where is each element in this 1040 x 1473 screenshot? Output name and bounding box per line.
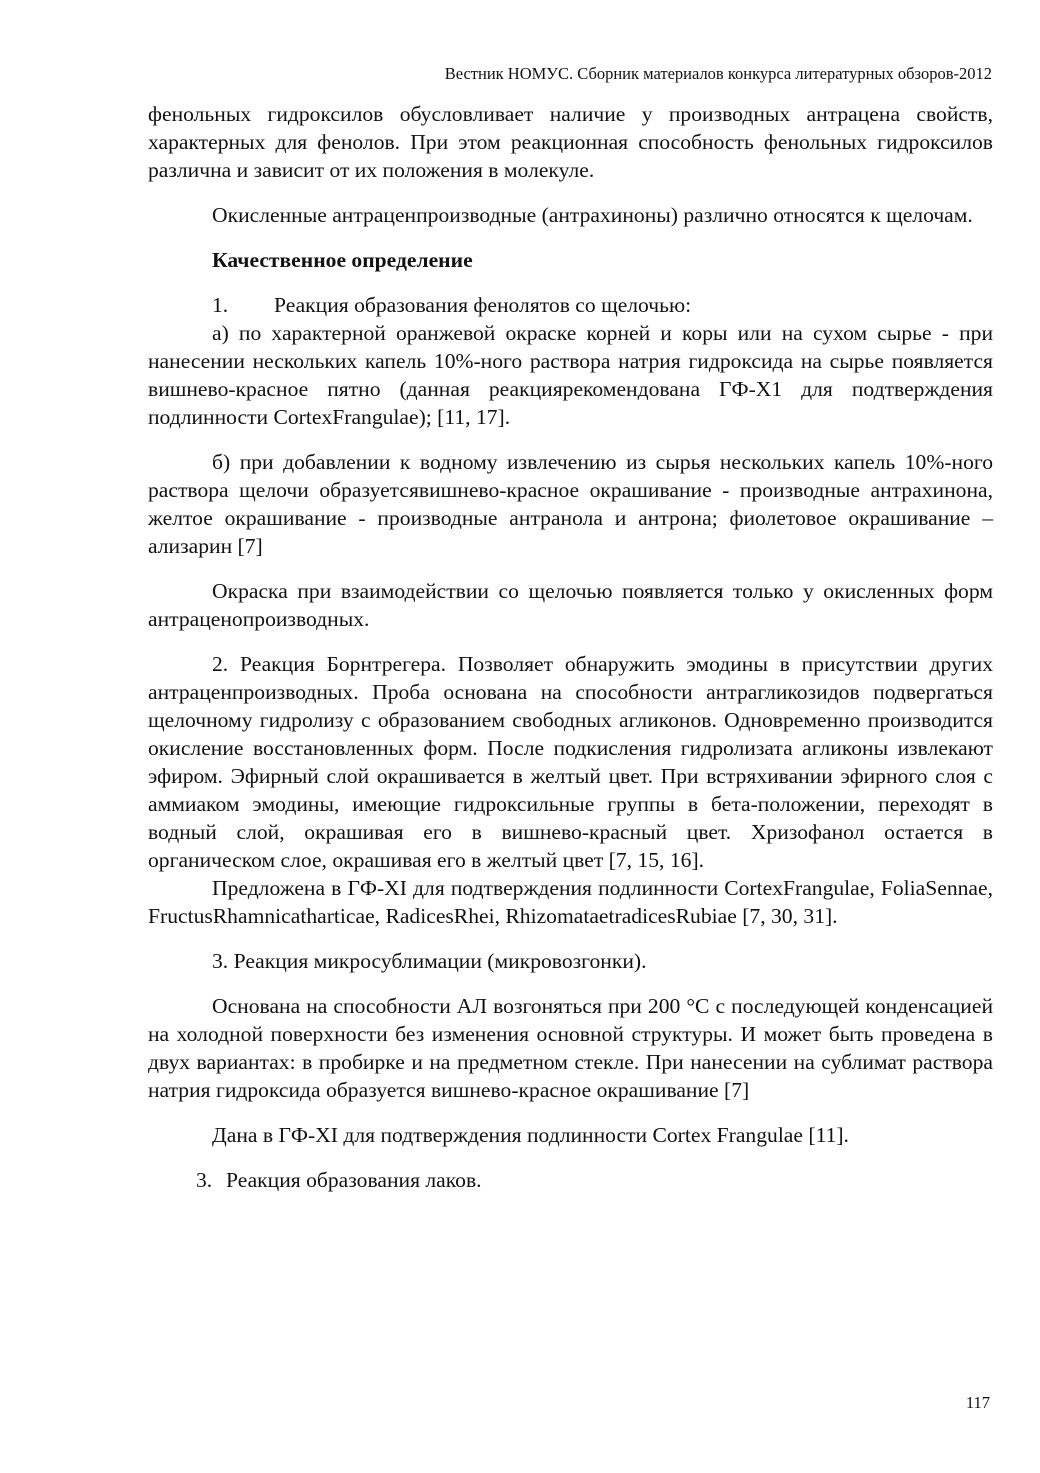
- list-item-number: 1.: [212, 293, 229, 317]
- list-item-number: 3.: [196, 1168, 213, 1192]
- paragraph-reaction-b: б) при добавлении к водному извлечению из сырья нескольких капель 10%-ного раствора щелочи образуетсявишнево-красное окрашивание - производные антрахинона, желтое окрашивание - производные антранола и антрона; фиолетовое окрашивание – ализарин [7]: [148, 450, 993, 558]
- list-item-lake-reaction: [148, 1166, 993, 1194]
- paragraph-reaction-a: а) по характерной оранжевой окраске корней и коры или на сухом сырье - при нанесении нескольких капель 10%-ного раствора натрия гидроксида на сырье появляется вишнево-красное пятно (данная реакциярекомендована ГФ-Х1 для подтверждения подлинности CortexFrangulae); [11, 17].: [148, 321, 993, 429]
- section-title: Качественное определение: [212, 248, 473, 272]
- paragraph-gf-xi-cortex: Дана в ГФ-XI для подтверждения подлинности Cortex Frangulae [11].: [212, 1123, 849, 1147]
- list-item-text: Реакция образования лаков.: [226, 1168, 482, 1192]
- paragraph-oxidized-derivatives: Окисленные антраценпроизводные (антрахиноны) различно относятся к щелочам.: [212, 203, 973, 227]
- list-item-phenolate-reaction: [148, 291, 993, 319]
- paragraph-gf-xi-proposal: Предложена в ГФ-XI для подтверждения подлинности CortexFrangulae, FoliaSennae, FructusRhamnicatharticae, RadicesRhei, RhizomataetradicesRubiae [7, 30, 31].: [148, 876, 993, 928]
- paragraph-phenol-hydroxyls: фенольных гидроксилов обусловливает наличие у производных антрацена свойств, характерных для фенолов. При этом реакционная способность фенольных гидроксилов различна и зависит от их положения в молекуле.: [148, 102, 993, 182]
- list-item-text: Реакция образования фенолятов со щелочью:: [274, 293, 692, 317]
- page-body: [148, 100, 993, 1194]
- paragraph-microsublimation-method: Основана на способности АЛ возгоняться при 200 °С с последующей конденсацией на холодной поверхности без изменения основной структуры. И может быть проведена в двух вариантах: в пробирке и на предметном стекле. При нанесении на сублимат раствора натрия гидроксида образуется вишнево-красное окрашивание [7]: [148, 994, 993, 1102]
- paragraph-borntrager-reaction: 2. Реакция Борнтрегера. Позволяет обнаружить эмодины в присутствии других антраценпроизводных. Проба основана на способности антрагликозидов подвергаться щелочному гидролизу с образованием свободных агликонов. Одновременно производится окисление восстановленных форм. После подкисления гидролизата агликоны извлекают эфиром. Эфирный слой окрашивается в желтый цвет. При встряхивании эфирного слоя с аммиаком эмодины, имеющие гидроксильные группы в бета-положении, переходят в водный слой, окрашивая его в вишнево-красный цвет. Хризофанол остается в органическом слое, окрашивая его в желтый цвет [7, 15, 16].: [148, 652, 993, 872]
- page-number: 117: [965, 1393, 990, 1412]
- running-header: Вестник НОМУС. Сборник материалов конкурса литературных обзоров-2012: [444, 64, 992, 83]
- paragraph-microsublimation-title: 3. Реакция микросублимации (микровозгонки).: [212, 949, 647, 973]
- paragraph-color-note: Окраска при взаимодействии со щелочью появляется только у окисленных форм антраценопроизводных.: [148, 579, 993, 631]
